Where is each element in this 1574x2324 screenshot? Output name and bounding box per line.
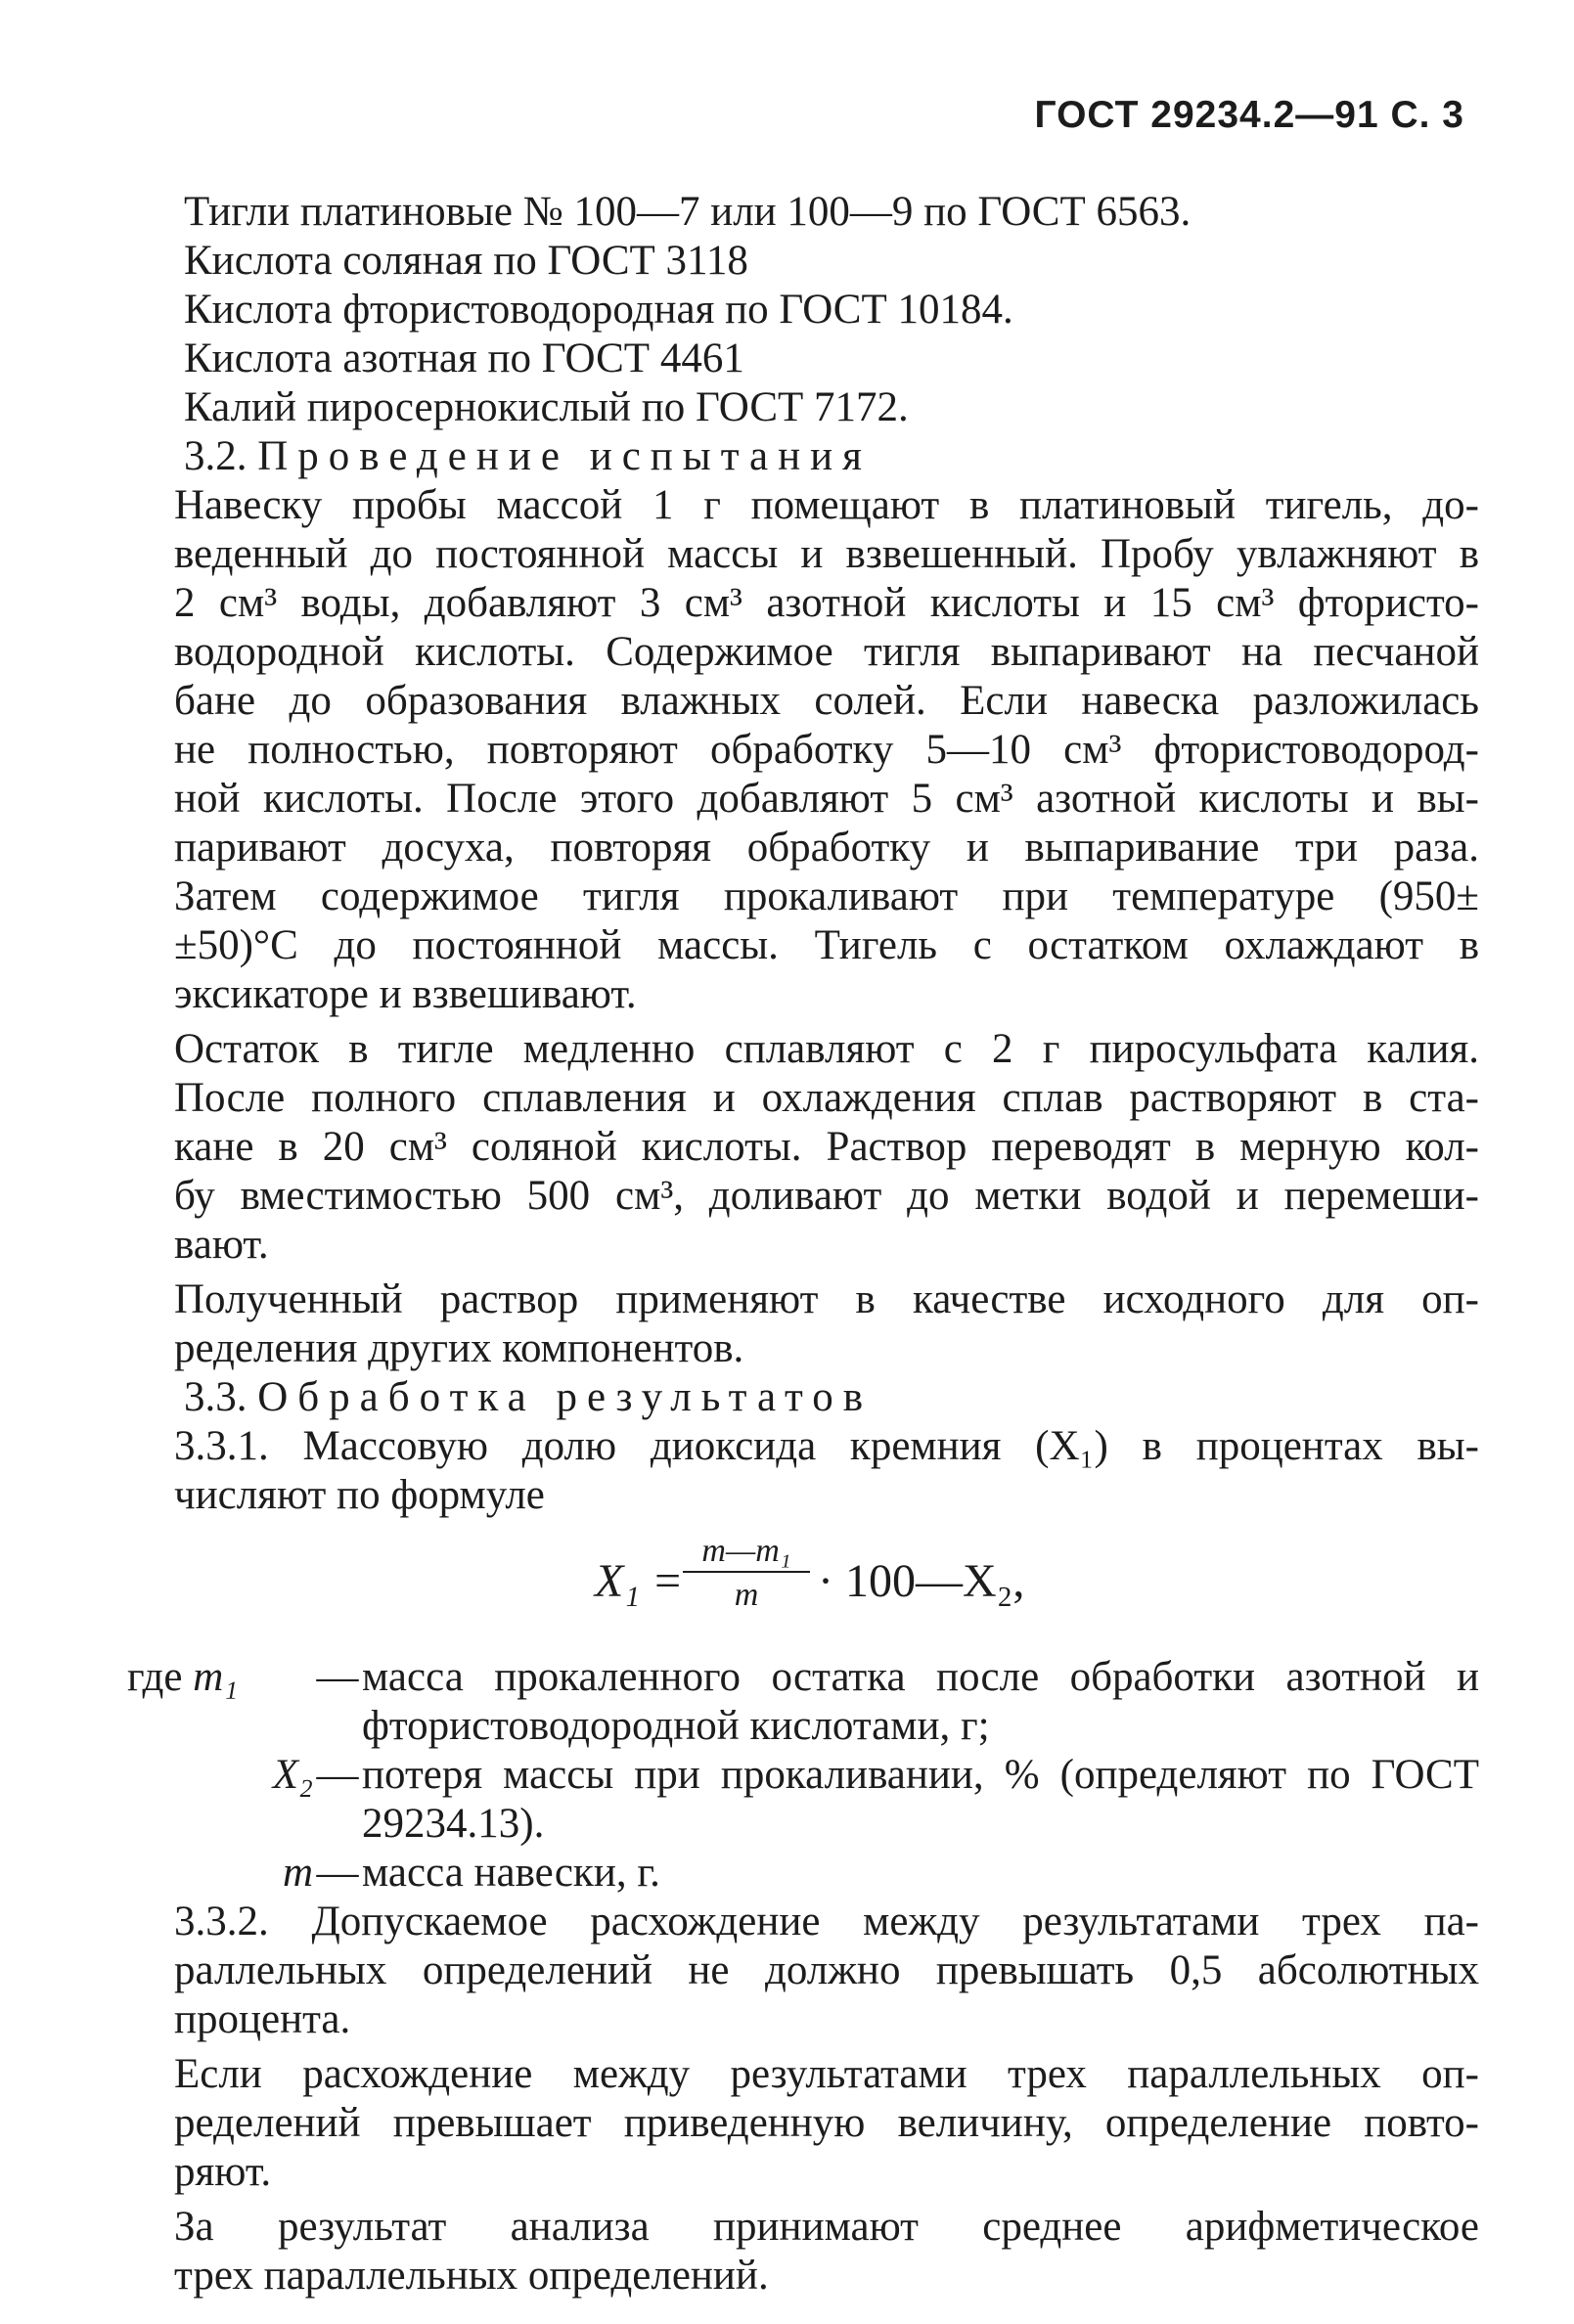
text-line: За результат анализа принимают среднее арифметическое <box>174 2204 1479 2250</box>
document-body <box>127 188 1479 2301</box>
section-number: 3.3. <box>184 1374 247 1420</box>
definition-row <box>127 1849 1479 1898</box>
text-line: паривают досуха, повторяя обработку и выпаривание три раза. <box>174 825 1479 871</box>
formula-numerator: m—m₁ <box>683 1532 810 1573</box>
text-line: После полного сплавления и охлаждения сплав растворяют в ста- <box>174 1075 1479 1121</box>
paragraph-procedure <box>174 481 1479 1019</box>
paragraph-result <box>174 2203 1479 2301</box>
material-line: Кислота фтористоводородная по ГОСТ 10184. <box>184 287 1013 333</box>
definition-text: масса прокаленного остатка после обработки азотной и фтористоводородной кислотами, г; <box>362 1654 1479 1749</box>
definition-text: масса навески, г. <box>362 1850 660 1896</box>
text-line: Навеску пробы массой 1 г помещают в платиновый тигель, до- <box>174 482 1479 528</box>
section-title: Обработка результатов <box>257 1374 873 1420</box>
formula-rhs: · 100—X₂, <box>818 1555 1025 1607</box>
text-line: бане до образования влажных солей. Если навеска разложилась <box>174 678 1479 724</box>
definition-symbol <box>127 1653 313 1751</box>
paragraph-3-3-1 <box>174 1422 1479 1520</box>
material-line: Калий пиросернокислый по ГОСТ 7172. <box>184 384 909 430</box>
symbol-m: m <box>282 1850 313 1896</box>
section-heading-3-3 <box>184 1373 1479 1422</box>
text-line: эксикаторе и взвешивают. <box>174 971 637 1017</box>
symbol-m1: m₁ <box>193 1654 239 1700</box>
formula <box>184 1532 1479 1647</box>
definition-symbol <box>127 1849 313 1898</box>
formula-lhs: X₁ = <box>595 1555 684 1607</box>
text-line: Полученный раствор применяют в качестве исходного для оп- <box>174 1276 1479 1322</box>
dash: — <box>316 1752 359 1798</box>
text-line: Остаток в тигле медленно сплавляют с 2 г пиросульфата калия. <box>174 1026 1479 1072</box>
paragraph-3-3-2 <box>174 1898 1479 2044</box>
section-title: Проведение испытания <box>257 433 872 479</box>
text-line: водородной кислоты. Содержимое тигля выпаривают на песчаной <box>174 629 1479 675</box>
text-line: ±50)°С до постоянной массы. Тигель с остатком охлаждают в <box>174 922 1479 968</box>
definitions-block <box>127 1653 1479 1898</box>
paragraph-repeat <box>174 2050 1479 2197</box>
text-line: 2 см³ воды, добавляют 3 см³ азотной кислоты и 15 см³ фтористо- <box>174 580 1479 626</box>
text-line: не полностью, повторяют обработку 5—10 см³ фтористоводород- <box>174 727 1479 773</box>
text-line: 3.3.2. Допускаемое расхождение между результатами трех па- <box>174 1899 1479 1944</box>
text-line: вают. <box>174 1222 269 1268</box>
text-line: Затем содержимое тигля прокаливают при температуре (950± <box>174 873 1479 919</box>
formula-denominator: m <box>734 1577 759 1613</box>
text-line: процента. <box>174 1996 351 2042</box>
paragraph-solution <box>174 1275 1479 1373</box>
text-line: 3.3.1. Массовую долю диоксида кремния (X₁) в процентах вы- <box>174 1423 1479 1469</box>
text-line: раллельных определений не должно превышать 0,5 абсолютных <box>174 1947 1479 1993</box>
definition-row <box>127 1653 1479 1751</box>
section-heading-3-2 <box>184 432 1479 481</box>
text-line: числяют по формуле <box>174 1472 545 1518</box>
text-line: ряют. <box>174 2149 272 2195</box>
material-line: Кислота азотная по ГОСТ 4461 <box>184 335 744 381</box>
text-line: Если расхождение между результатами трех параллельных оп- <box>174 2051 1479 2097</box>
symbol-x2: X₂ <box>272 1752 313 1798</box>
text-line: ределения других компонентов. <box>174 1325 744 1371</box>
section-number: 3.2. <box>184 433 247 479</box>
material-line: Тигли платиновые № 100—7 или 100—9 по ГОСТ 6563. <box>184 189 1192 235</box>
text-line: ределений превышает приведенную величину, определение повто- <box>174 2100 1479 2146</box>
material-line: Кислота соляная по ГОСТ 3118 <box>184 238 748 284</box>
definition-text: потеря массы при прокаливании, % (определяют по ГОСТ 29234.13). <box>362 1752 1479 1847</box>
text-line: веденный до постоянной массы и взвешенный. Пробу увлажняют в <box>174 531 1479 577</box>
page-header: ГОСТ 29234.2—91 С. 3 <box>1034 94 1464 136</box>
text-line: кане в 20 см³ соляной кислоты. Раствор переводят в мерную кол- <box>174 1124 1479 1170</box>
dash: — <box>316 1850 359 1896</box>
formula-fraction <box>683 1532 810 1618</box>
text-line: трех параллельных определений. <box>174 2253 769 2299</box>
dash: — <box>316 1654 359 1700</box>
definition-symbol <box>127 1751 313 1849</box>
definition-row <box>127 1751 1479 1849</box>
paragraph-fusion <box>174 1025 1479 1270</box>
materials-list <box>184 188 1479 432</box>
where-intro: где <box>127 1654 183 1700</box>
text-line: ной кислоты. После этого добавляют 5 см³ азотной кислоты и вы- <box>174 776 1479 822</box>
text-line: бу вместимостью 500 см³, доливают до метки водой и перемеши- <box>174 1173 1479 1219</box>
